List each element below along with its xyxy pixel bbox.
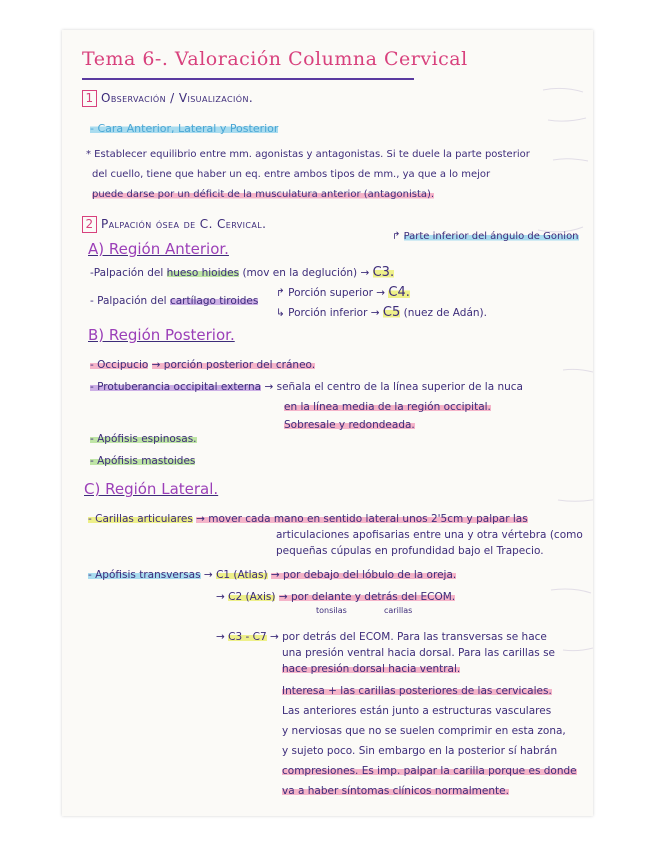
axis-tag: C2 (Axis) xyxy=(228,591,276,603)
facets-desc-1: → mover cada mano en sentido lateral unos 2'5cm y palpar las xyxy=(196,513,528,525)
occiput-line xyxy=(90,358,315,372)
occiput-desc: → porción posterior del cráneo. xyxy=(151,359,316,371)
c3c7-line-8 xyxy=(282,764,577,778)
c3c7-desc-4: Interesa + las carillas posteriores de las cervicales. xyxy=(282,685,552,697)
note-line-3-text: puede darse por un déficit de la musculatura anterior (antagonista). xyxy=(92,189,435,200)
c5-tag: C5 xyxy=(382,305,401,320)
thyroid-lower-text: Porción inferior → xyxy=(288,307,380,319)
mastoid-text: - Apófisis mastoides xyxy=(90,455,196,467)
occiput-highlight: - Occipucio xyxy=(90,359,149,371)
axis-line: → C2 (Axis) → por delante y detrás del ECOM. xyxy=(216,591,456,603)
c3c7-line-7: y sujeto poco. Sin embargo en la posterior sí habrán xyxy=(282,745,558,757)
c3c7-desc-3: hace presión dorsal hacia ventral. xyxy=(282,663,461,675)
note-line-1: * Establecer equilibrio entre mm. agonistas y antagonistas. Si te duele la parte posterior xyxy=(86,149,530,160)
hyoid-line-pre: -Palpación del xyxy=(90,267,164,279)
views-text: - Cara Anterior, Lateral y Posterior xyxy=(90,122,279,135)
c3c7-tag: C3 - C7 xyxy=(228,631,267,643)
section-1-title: Observación / Visualización. xyxy=(101,91,254,105)
axis-sub-1: tonsilas xyxy=(316,606,347,615)
protuberance-highlight: - Protuberancia occipital externa xyxy=(90,381,262,393)
section-2-number: 2 xyxy=(82,216,97,233)
views-bullet xyxy=(90,122,278,136)
subsection-b-title-text: B) Región Posterior. xyxy=(88,326,235,344)
protuberance-line-3 xyxy=(284,418,415,432)
section-1-number: 1 xyxy=(82,90,97,107)
facets-line-2: articulaciones apofisarias entre una y otra vértebra (como xyxy=(276,529,583,541)
c3c7-line: → C3 - C7 → por detrás del ECOM. Para las transversas se hace xyxy=(216,631,547,643)
protuberance-desc: → señala el centro de la línea superior de la nuca xyxy=(264,381,523,393)
subsection-c-title xyxy=(84,482,218,496)
note-line-2: del cuello, tiene que haber un eq. entre ambos tipos de mm., ya que a lo mejor xyxy=(92,169,491,180)
transverse-line: - Apófisis transversas → C1 (Atlas) → por debajo del lóbulo de la oreja. xyxy=(88,569,457,581)
transverse-highlight: - Apófisis transversas xyxy=(88,569,201,581)
c3c7-line-5: Las anteriores están junto a estructuras vasculares xyxy=(282,705,552,717)
subsection-c-title-text: C) Región Lateral. xyxy=(84,480,219,498)
hyoid-highlight: hueso hioides xyxy=(166,267,240,279)
subsection-b-title xyxy=(88,328,235,342)
c3c7-line-6: y nerviosas que no se suelen comprimir en esta zona, xyxy=(282,725,566,737)
notebook-page xyxy=(62,30,593,816)
c3c7-line-4 xyxy=(282,684,552,698)
hyoid-c3-tag: C3. xyxy=(372,265,395,280)
protuberance-line-2 xyxy=(284,400,491,414)
section-1-heading xyxy=(82,90,253,107)
adam-note: (nuez de Adán). xyxy=(403,307,487,319)
protuberance-desc-2: en la línea media de la región occipital. xyxy=(284,401,491,413)
axis-sub-2: carillas xyxy=(384,606,413,615)
atlas-tag: C1 (Atlas) xyxy=(216,569,268,581)
facets-line xyxy=(88,512,528,526)
subsection-a-title-text: A) Región Anterior. xyxy=(88,240,229,258)
note-line-3 xyxy=(92,188,434,202)
facets-line-3: pequeñas cúpulas en profundidad bajo el Trapecio. xyxy=(276,545,544,557)
subsection-a-title xyxy=(88,242,229,256)
thyroid-upper-text: Porción superior → xyxy=(288,287,386,299)
c3c7-line-3 xyxy=(282,662,460,676)
section-2-heading xyxy=(82,216,266,233)
protuberance-desc-3: Sobresale y redondeada. xyxy=(284,419,415,431)
axis-desc: → por delante y detrás del ECOM. xyxy=(278,591,456,603)
title-underline xyxy=(82,78,414,80)
c3c7-line-9 xyxy=(282,784,509,798)
hyoid-line-post: (mov en la deglución) → xyxy=(242,267,370,279)
facets-highlight: - Carillas articulares xyxy=(88,513,193,525)
thyroid-upper: ↱ Porción superior → C4. xyxy=(276,285,410,300)
hyoid-line xyxy=(90,266,394,280)
protuberance-line xyxy=(90,380,523,394)
thyroid-lower: ↳ Porción inferior → C5 (nuez de Adán). xyxy=(276,305,487,320)
c4-tag: C4. xyxy=(388,285,410,300)
spinous-text: - Apófisis espinosas. xyxy=(90,433,197,445)
c3c7-desc-8: compresiones. Es imp. palpar la carilla porque es donde xyxy=(282,765,577,777)
atlas-desc: → por debajo del lóbulo de la oreja. xyxy=(270,569,457,581)
thyroid-highlight: cartílago tiroides xyxy=(169,295,259,307)
gonion-note: ↱ Parte inferior del ángulo de Gonion xyxy=(392,231,579,242)
section-2-title: Palpación ósea de C. Cervical. xyxy=(101,217,267,231)
gonion-note-text: Parte inferior del ángulo de Gonion xyxy=(403,231,579,242)
mastoid-line xyxy=(90,454,195,468)
thyroid-line xyxy=(90,294,258,308)
c3c7-desc-9: va a haber síntomas clínicos normalmente. xyxy=(282,785,509,797)
thyroid-line-pre: - Palpación del xyxy=(90,295,167,307)
page-title: Tema 6-. Valoración Columna Cervical xyxy=(82,48,468,70)
c3c7-line-2: una presión ventral hacia dorsal. Para las carillas se xyxy=(282,647,555,659)
spinous-line xyxy=(90,432,197,446)
c3c7-desc-1: → por detrás del ECOM. Para las transversas se hace xyxy=(270,631,547,643)
